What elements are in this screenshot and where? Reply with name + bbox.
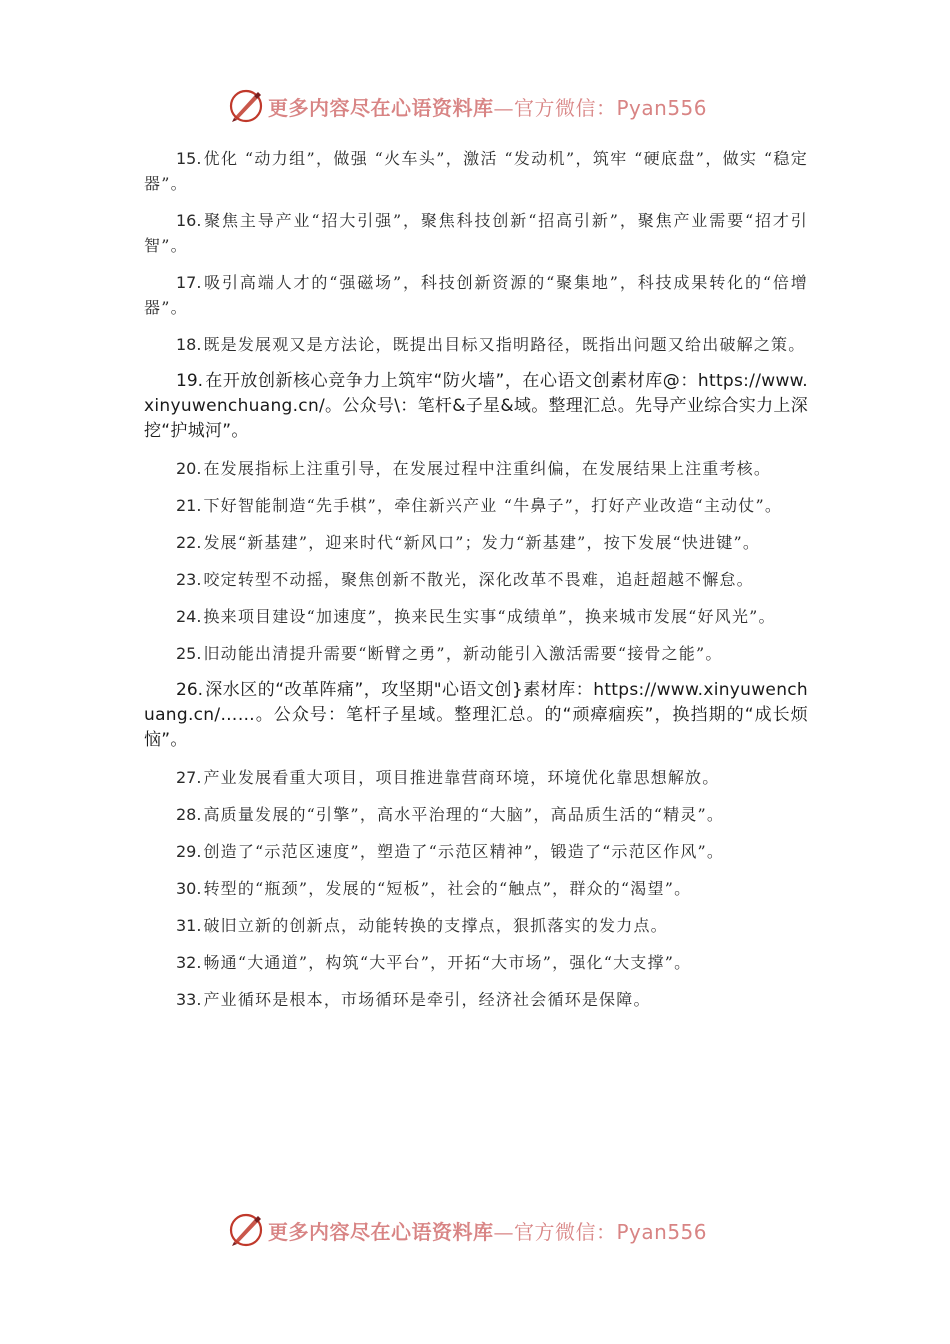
item-text: 产业循环是根本，市场循环是牵引，经济社会循环是保障。 [203, 990, 651, 1009]
list-item [144, 369, 808, 444]
header-wechat-id: Pyan556 [616, 95, 708, 120]
item-text: 咬定转型不动摇，聚焦创新不散光，深化改革不畏难，追赶超越不懈怠。 [203, 570, 754, 589]
list-item [144, 839, 808, 864]
list-item [144, 146, 808, 196]
item-text: 发展“新基建”，迎来时代“新风口”；发力“新基建”，按下发展“快进键”。 [203, 533, 761, 552]
list-item [144, 567, 808, 592]
item-number: 32. [176, 953, 202, 972]
list-item [144, 208, 808, 258]
item-number: 22. [176, 533, 202, 552]
header-wechat-label: 官方微信： [514, 95, 617, 120]
header-brand: 更多内容尽在心语资料库 [268, 95, 494, 120]
list-item [144, 802, 808, 827]
item-number: 29. [176, 842, 202, 861]
item-text: 深水区的“改革阵痛”，攻坚期"心语文创}素材库：https://www.xinyuwenchuang.cn/……。公众号：笔杆子星域。整理汇总。的“顽瘴痼疾”，换挡期的“成长烦恼”。 [144, 680, 808, 750]
item-number: 17. [176, 273, 202, 292]
pen-logo-icon [228, 88, 264, 124]
footer-wechat-label: 官方微信： [514, 1219, 617, 1244]
item-number: 19. [176, 371, 204, 391]
list-item [144, 456, 808, 481]
item-text: 旧动能出清提升需要“断臂之勇”，新动能引入激活需要“接骨之能”。 [203, 644, 723, 663]
footer-wechat-id: Pyan556 [616, 1219, 708, 1244]
list-item [144, 530, 808, 555]
item-number: 18. [176, 335, 202, 354]
list-item [144, 332, 808, 357]
item-number: 33. [176, 990, 202, 1009]
list-item [144, 678, 808, 753]
item-number: 20. [176, 459, 202, 478]
item-number: 24. [176, 607, 202, 626]
header-banner [228, 86, 748, 126]
footer-banner-text [268, 1216, 707, 1245]
item-text: 畅通“大通道”，构筑“大平台”，开拓“大市场”，强化“大支撑”。 [203, 953, 692, 972]
item-number: 25. [176, 644, 202, 663]
header-banner-text [268, 92, 707, 121]
item-text: 既是发展观又是方法论，既提出目标又指明路径，既指出问题又给出破解之策。 [203, 335, 806, 354]
item-number: 23. [176, 570, 202, 589]
item-number: 21. [176, 496, 202, 515]
list-item [144, 270, 808, 320]
footer-banner [228, 1210, 748, 1250]
footer-dash: — [493, 1219, 514, 1244]
item-text: 吸引高端人才的“强磁场”，科技创新资源的“聚集地”，科技成果转化的“倍增器”。 [144, 273, 808, 317]
footer-brand: 更多内容尽在心语资料库 [268, 1219, 494, 1244]
item-number: 31. [176, 916, 202, 935]
item-number: 30. [176, 879, 202, 898]
item-number: 16. [176, 211, 202, 230]
item-number: 27. [176, 768, 202, 787]
list-item [144, 641, 808, 666]
item-text: 转型的“瓶颈”，发展的“短板”，社会的“触点”，群众的“渴望”。 [203, 879, 692, 898]
item-text: 在发展指标上注重引导，在发展过程中注重纠偏，在发展结果上注重考核。 [203, 459, 772, 478]
list-item [144, 876, 808, 901]
item-text: 高质量发展的“引擎”，高水平治理的“大脑”，高品质生活的“精灵”。 [203, 805, 725, 824]
item-text: 优化 “动力组”，做强 “火车头”，激活 “发动机”，筑牢 “硬底盘”，做实 “稳定器”。 [144, 149, 808, 193]
list-item [144, 913, 808, 938]
list-item [144, 950, 808, 975]
item-text: 下好智能制造“先手棋”，牵住新兴产业 “牛鼻子”，打好产业改造“主动仗”。 [203, 496, 783, 515]
pen-logo-icon [228, 1212, 264, 1248]
list-item [144, 493, 808, 518]
list-item [144, 604, 808, 629]
item-text: 创造了“示范区速度”，塑造了“示范区精神”，锻造了“示范区作风”。 [203, 842, 725, 861]
header-dash: — [493, 95, 514, 120]
item-number: 15. [176, 149, 202, 168]
item-text: 破旧立新的创新点，动能转换的支撑点，狠抓落实的发力点。 [203, 916, 668, 935]
item-text: 产业发展看重大项目，项目推进靠营商环境，环境优化靠思想解放。 [203, 768, 720, 787]
item-number: 26. [176, 680, 204, 700]
item-text: 换来项目建设“加速度”，换来民生实事“成绩单”，换来城市发展“好风光”。 [203, 607, 776, 626]
item-text: 在开放创新核心竞争力上筑牢“防火墙”，在心语文创素材库@：https://www.xinyuwenchuang.cn/。公众号\：笔杆&子星&域。整理汇总。先导产业综合实力上深挖“护城河”。 [144, 371, 808, 441]
list-item [144, 765, 808, 790]
document-body [144, 146, 808, 1024]
item-text: 聚焦主导产业“招大引强”，聚焦科技创新“招高引新”，聚焦产业需要“招才引智”。 [144, 211, 808, 255]
item-number: 28. [176, 805, 202, 824]
list-item [144, 987, 808, 1012]
